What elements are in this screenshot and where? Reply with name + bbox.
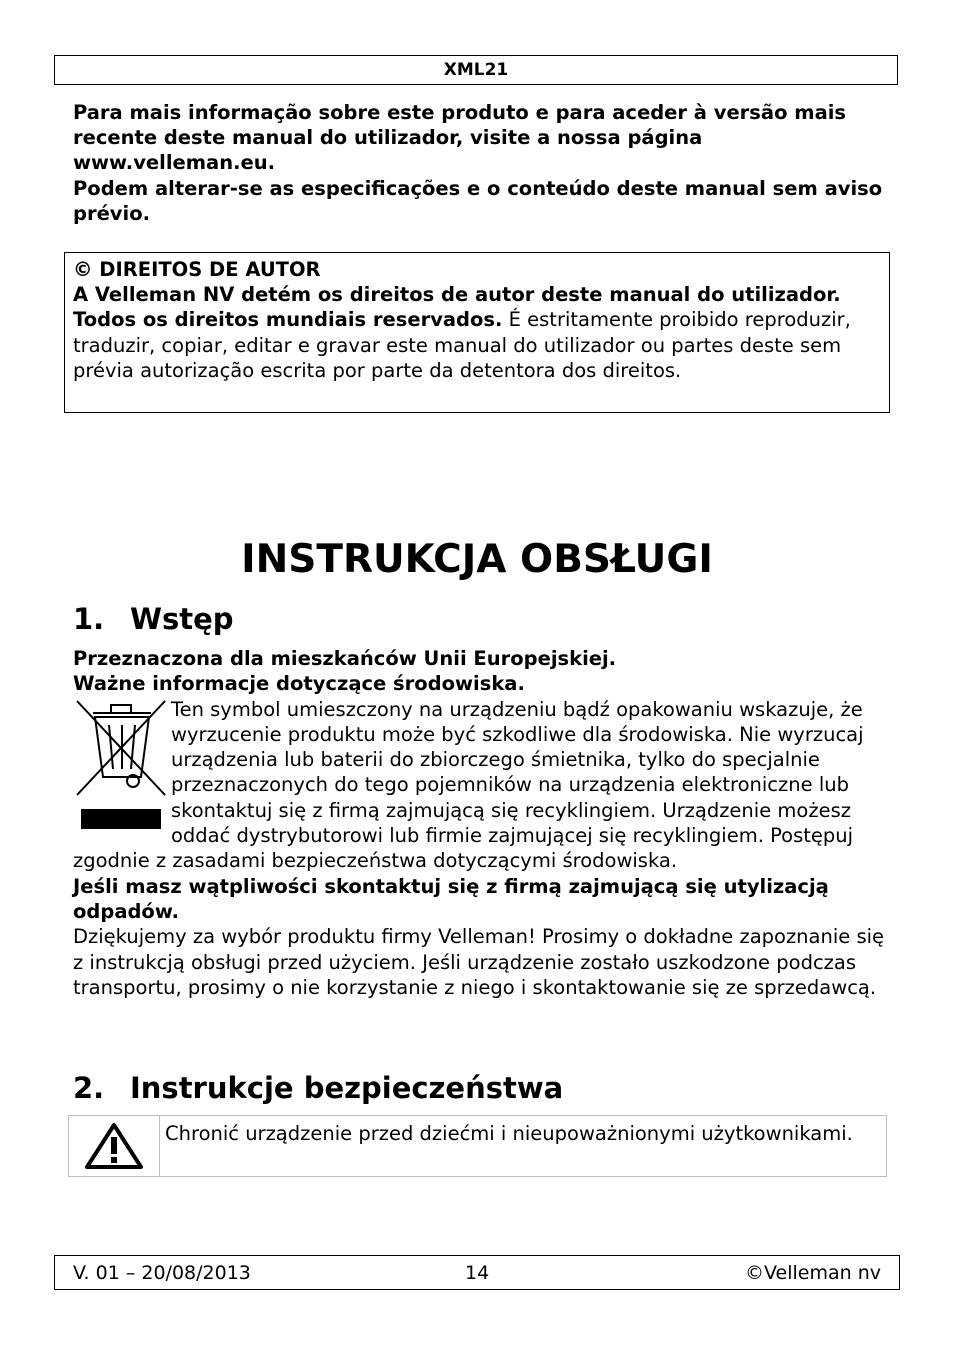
thank-you-text: Dziękujemy za wybór produktu firmy Velleman! Prosimy o dokładne zapoznanie się z instrukcją obsługi przed użyciem. Jeśli urządzenie zostało uszkodzone podczas transportu, prosimy o nie korzystanie z niego i skontaktowanie się ze sprzedawcą. [73, 925, 885, 999]
section-1-number: 1. [73, 602, 105, 636]
intro-line-2: Podem alterar-se as especificações e o conteúdo deste manual sem aviso prévio. [73, 176, 883, 225]
section-2-number: 2. [73, 1071, 105, 1105]
section-1-title: Wstęp [130, 602, 234, 636]
intro-block [73, 100, 893, 226]
doubts-contact-note: Jeśli masz wątpliwości skontaktuj się z firmą zajmującą się utylizacją odpadów. [73, 874, 829, 923]
footer-version: V. 01 – 20/08/2013 [73, 1262, 251, 1284]
main-title: INSTRUKCJA OBSŁUGI [241, 537, 713, 582]
copyright-body [73, 282, 881, 383]
header-model: XML21 [443, 60, 509, 80]
intro-line-1: Para mais informação sobre este produto e para aceder à versão mais recente deste manual do utilizador, visite a nossa página www.velleman.eu. [73, 101, 847, 175]
section-1-heading [73, 601, 234, 637]
environment-info-heading: Ważne informacje dotyczące środowiska. [73, 672, 525, 696]
section-2-title: Instrukcje bezpieczeństwa [130, 1071, 564, 1105]
copyright-box [64, 252, 890, 413]
safety-item-text: Chronić urządzenie przed dziećmi i nieupoważnionymi użytkownikami. [165, 1122, 853, 1145]
section-2-heading [73, 1070, 563, 1106]
footer-copyright: ©Velleman nv [745, 1262, 881, 1284]
page-header [54, 55, 898, 85]
crossed-out-wheelie-bin-icon [73, 699, 169, 833]
eu-residents-note: Przeznaczona dla mieszkańców Unii Europejskiej. [73, 647, 617, 670]
section-1-body [73, 646, 893, 1000]
page-footer [54, 1255, 900, 1290]
footer-page-number: 14 [465, 1262, 490, 1284]
copyright-normal-text: É estritamente proibido reproduzir, traduzir, copiar, editar e gravar este manual do utilizador ou partes deste sem prévia autorização escrita por parte da detentora dos direitos. [73, 308, 851, 382]
warning-triangle-icon [69, 1116, 160, 1176]
copyright-heading: © DIREITOS DE AUTOR [73, 258, 321, 281]
copyright-bold-text: A Velleman NV detém os direitos de autor deste manual do utilizador. Todos os direitos mundiais reservados. [73, 283, 841, 332]
safety-table [68, 1115, 887, 1177]
weee-disposal-text: Ten symbol umieszczony na urządzeniu bądź opakowaniu wskazuje, że wyrzucenie produktu może być szkodliwe dla środowiska. Nie wyrzucaj urządzenia lub baterii do zbiorczego śmietnika, tylko do specjalnie przeznaczonych do tego pojemników na urządzenia elektroniczne lub skontaktuj się z firmą zajmującą się recyklingiem. Urządzenie możesz oddać dystrybutorowi lub firmie zajmującej się recyklingiem. Postępuj zgodnie z zasadami bezpieczeństwa dotyczącymi środowiska. [73, 697, 864, 873]
